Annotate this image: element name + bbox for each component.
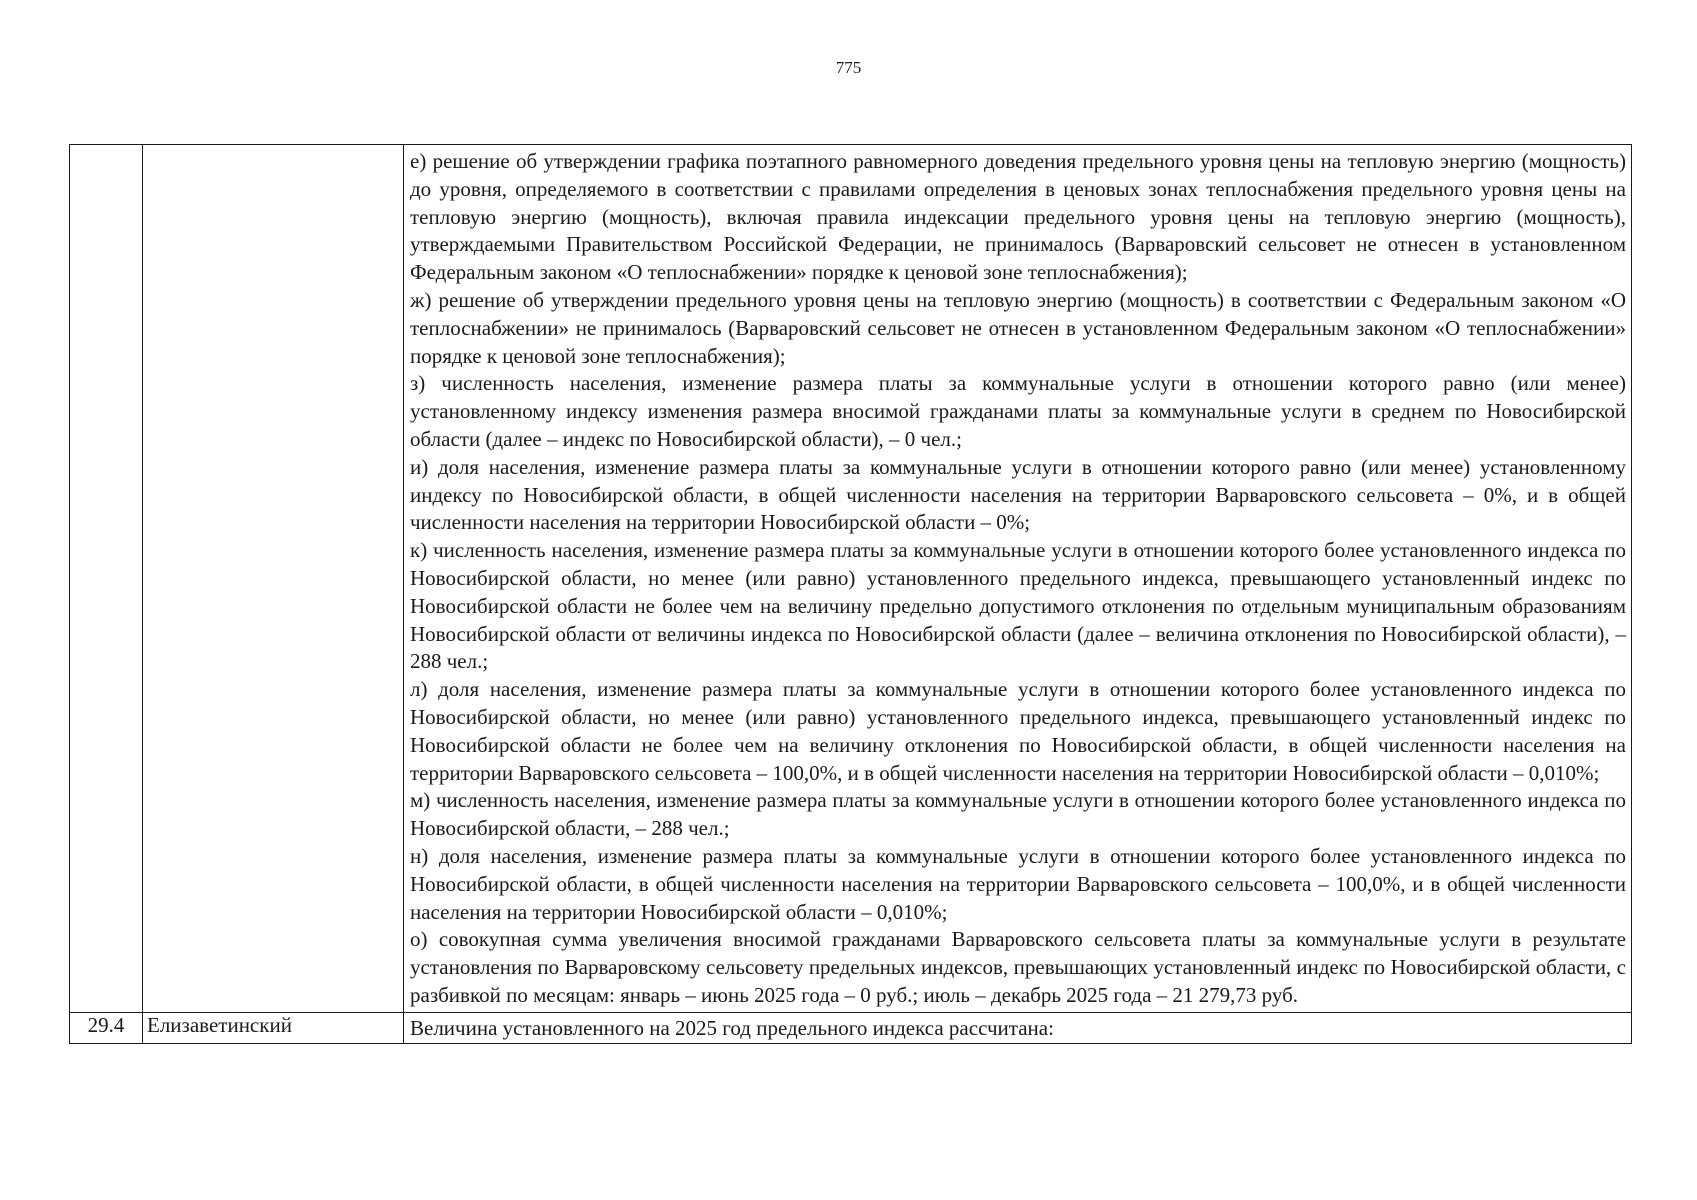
table-row bbox=[70, 145, 1632, 1013]
table-row bbox=[70, 1012, 1632, 1043]
indices-table bbox=[69, 144, 1632, 1044]
paragraph-n: н) доля населения, изменение размера платы за коммунальные услуги в отношении которого более установленного индекса по Новосибирской области, в общей численности населения на территории Варваровского сельсовета – 100,0%, и в общей численности населения на территории Новосибирской области – 0,010%; bbox=[410, 843, 1626, 924]
paragraph-l: л) доля населения, изменение размера платы за коммунальные услуги в отношении которого более установленного индекса по Новосибирской области, но менее (или равно) установленного предельного индекса, превышающего установленный индекс по Новосибирской области не более чем на величину отклонения по Новосибирской области, в общей численности населения на территории Варваровского сельсовета – 100,0%, и в общей численности населения на территории Новосибирской области – 0,010%; bbox=[410, 677, 1626, 785]
paragraph-i: и) доля населения, изменение размера платы за коммунальные услуги в отношении которого равно (или менее) установленному индексу по Новосибирской области, в общей численности населения на территории Варваровского сельсовета – 0%, и в общей численности населения на территории Новосибирской области – 0%; bbox=[410, 454, 1626, 535]
paragraph-m: м) численность населения, изменение размера платы за коммунальные услуги в отношении которого более установленного индекса по Новосибирской области, – 288 чел.; bbox=[410, 788, 1626, 841]
row-number-cell: 29.4 bbox=[70, 1012, 143, 1043]
municipality-cell: Елизаветинский bbox=[143, 1012, 404, 1043]
paragraph-z: з) численность населения, изменение размера платы за коммунальные услуги в отношении которого равно (или менее) установленному индексу изменения размера вносимой гражданами платы за коммунальные услуги в среднем по Новосибирской области (далее – индекс по Новосибирской области), – 0 чел.; bbox=[410, 371, 1626, 451]
description-cell: Величина установленного на 2025 год предельного индекса рассчитана: bbox=[404, 1012, 1632, 1043]
row-number-cell bbox=[70, 145, 143, 1013]
paragraph-e: е) решение об утверждении графика поэтапного равномерного доведения предельного уровня цены на тепловую энергию (мощность) до уровня, определяемого в соответствии с правилами определения в ценовых зонах теплоснабжения предельного уровня цены на тепловую энергию (мощность), включая правила индексации предельного уровня цены на тепловую энергию (мощность), утверждаемыми Правительством Российской Федерации, не принималось (Варваровский сельсовет не отнесен в установленном Федеральным законом «О теплоснабжении» порядке к ценовой зоне теплоснабжения); bbox=[410, 149, 1626, 285]
description-cell bbox=[404, 145, 1632, 1013]
paragraph-k: к) численность населения, изменение размера платы за коммунальные услуги в отношении которого более установленного индекса по Новосибирской области, но менее (или равно) установленного предельного индекса, превышающего установленный индекс по Новосибирской области не более чем на величину предельно допустимого отклонения по отдельным муниципальным образованиям Новосибирской области от величины индекса по Новосибирской области (далее – величина отклонения по Новосибирской области), – 288 чел.; bbox=[410, 538, 1626, 674]
paragraph-o: о) совокупная сумма увеличения вносимой гражданами Варваровского сельсовета платы за коммунальные услуги в результате установления по Варваровскому сельсовету предельных индексов, превышающих установленный индекс по Новосибирской области, с разбивкой по месяцам: январь – июнь 2025 года – 0 руб.; июль – декабрь 2025 года – 21 279,73 руб. bbox=[410, 927, 1626, 1007]
page-number: 775 bbox=[835, 58, 862, 77]
paragraph-zh: ж) решение об утверждении предельного уровня цены на тепловую энергию (мощность) в соответствии с Федеральным законом «О теплоснабжении» не принималось (Варваровский сельсовет не отнесен в установленном Федеральным законом «О теплоснабжении» порядке к ценовой зоне теплоснабжения); bbox=[410, 287, 1626, 368]
municipality-cell bbox=[143, 145, 404, 1013]
